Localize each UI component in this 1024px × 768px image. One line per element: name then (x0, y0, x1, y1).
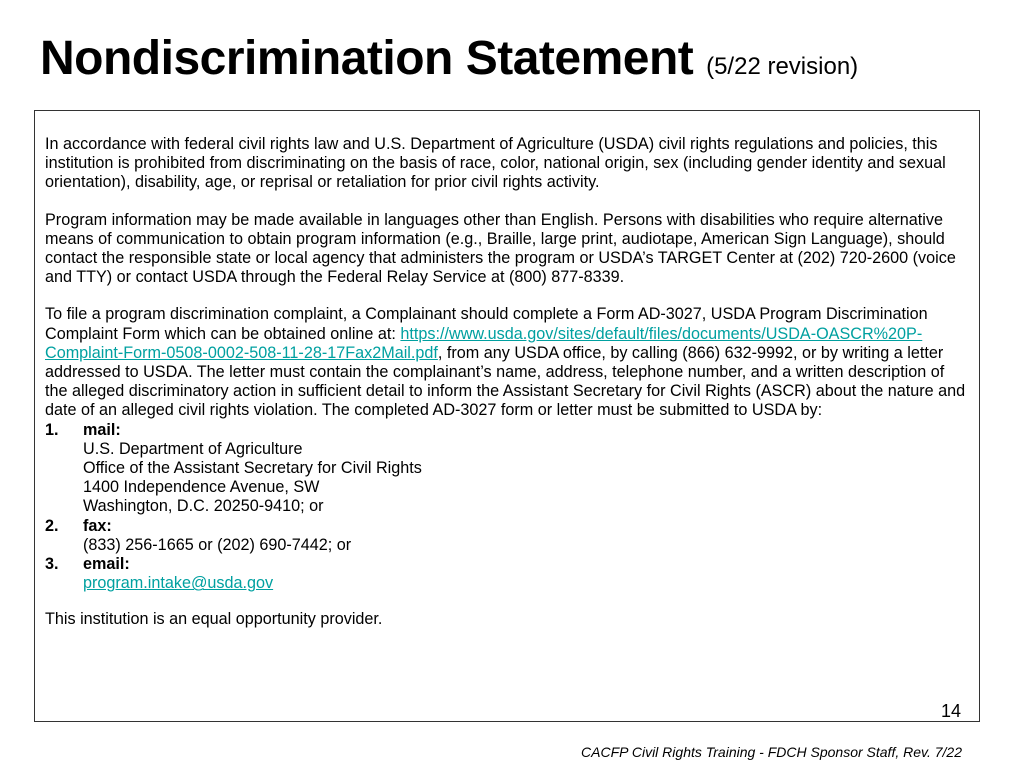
fax-numbers: (833) 256-1665 or (202) 690-7442; or (83, 535, 352, 554)
email-label: email: (83, 555, 130, 574)
list-number: 2. (45, 516, 59, 535)
footer-text: CACFP Civil Rights Training - FDCH Sponsor Staff, Rev. 7/22 (581, 744, 962, 760)
title-text: Nondiscrimination Statement (40, 32, 694, 85)
fax-label: fax: (83, 516, 112, 535)
revision-label: (5/22 revision) (706, 53, 859, 80)
list-item-mail (45, 421, 971, 517)
submission-methods-list (45, 421, 971, 594)
mail-address-line: Washington, D.C. 20250-9410; or (83, 497, 324, 516)
mail-address-line: U.S. Department of Agriculture (83, 439, 303, 458)
statement-content (45, 135, 971, 630)
complaint-paragraph (45, 305, 971, 420)
page-title (40, 30, 858, 88)
complaint-form-link[interactable]: https://www.usda.gov/sites/default/files/documents/USDA-OASCR%20P-Complaint-Form-0508-0002-508-11-28-17Fax2Mail.pdf (45, 324, 923, 362)
email-link[interactable]: program.intake@usda.gov (83, 574, 274, 593)
mail-label: mail: (83, 420, 121, 439)
page-number: 14 (940, 701, 961, 721)
list-number: 1. (45, 420, 59, 439)
mail-address-line: 1400 Independence Avenue, SW (83, 478, 320, 497)
statement-box (34, 110, 980, 722)
mail-address-line: Office of the Assistant Secretary for Civil Rights (83, 459, 422, 478)
complaint-details-text: , from any USDA office, by calling (866) 632-9992, or by writing a letter addressed to USDA. The letter must contain the complainant’s name, address, telephone number, and a written description of the alleged discriminatory action in sufficient detail to inform the Assistant Secretary for Civil Rights (ASCR) about the nature and date of an alleged civil rights violation. The completed AD-3027 form or letter must be submitted to USDA by: (45, 343, 966, 420)
list-item-email (45, 555, 971, 593)
program-information-paragraph: Program information may be made available in languages other than English. Persons with disabilities who require alternative means of communication to obtain program information (e.g., Braille, large print, audiotape, American Sign Language), should contact the responsible state or local agency that administers the program or USDA’s TARGET Center at (202) 720-2600 (voice and TTY) or contact USDA through the Federal Relay Service at (800) 877-8339. (45, 210, 956, 287)
civil-rights-paragraph: In accordance with federal civil rights law and U.S. Department of Agriculture (USDA) civil rights regulations and policies, this institution is prohibited from discriminating on the basis of race, color, national origin, sex (including gender identity and sexual orientation), disability, age, or reprisal or retaliation for prior civil rights activity. (45, 135, 946, 192)
equal-opportunity-statement: This institution is an equal opportunity provider. (45, 610, 383, 629)
list-item-fax (45, 517, 971, 555)
list-number: 3. (45, 555, 59, 574)
complaint-intro-text: To file a program discrimination complaint, a Complainant should complete a Form AD-3027, USDA Program Discrimination Complaint Form which can be obtained online at: (45, 305, 928, 343)
